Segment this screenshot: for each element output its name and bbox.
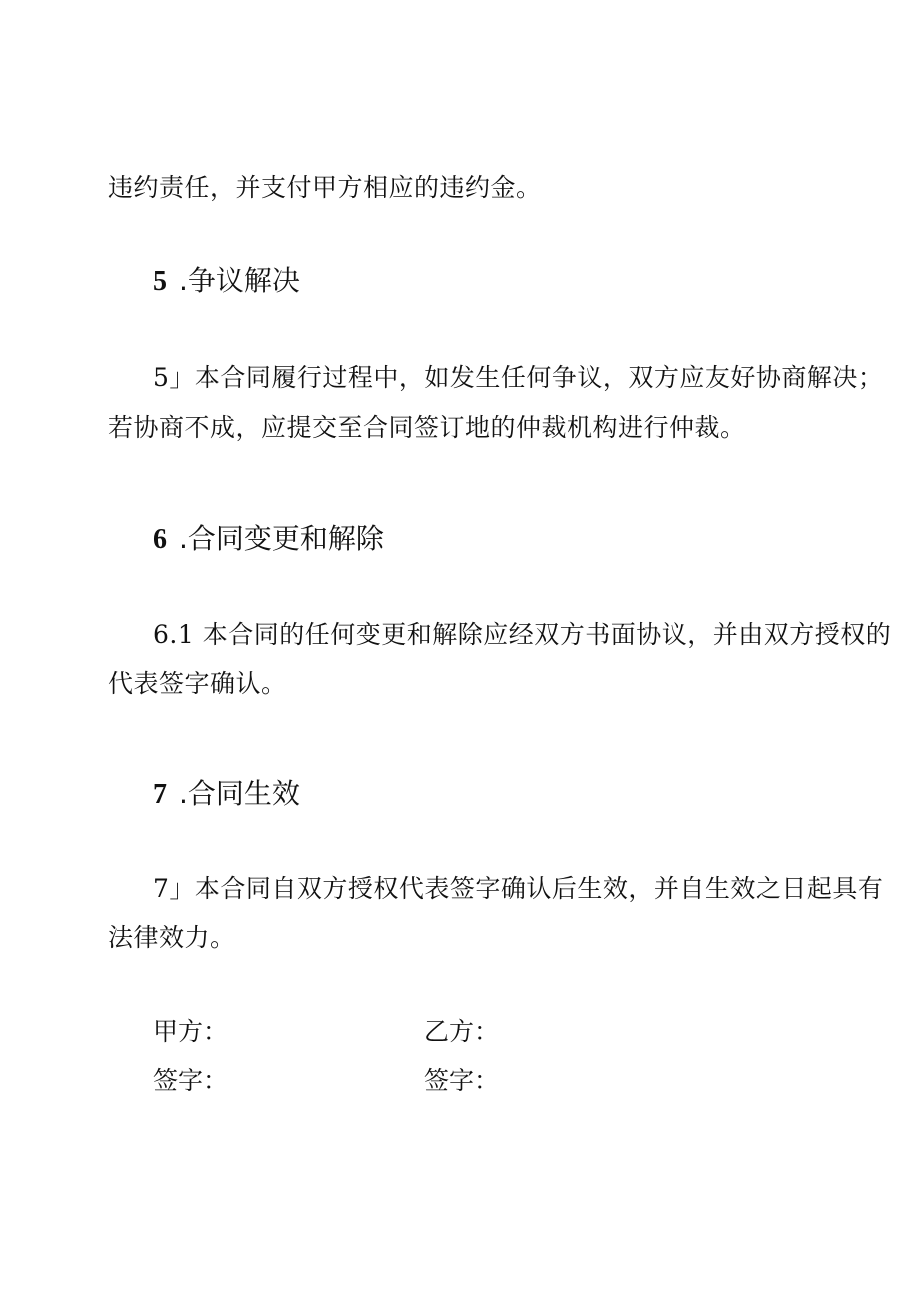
clause-5-1-line-1: 5」本合同履行过程中，如发生任何争议，双方应友好协商解决； <box>153 363 884 392</box>
section-heading-6 <box>153 521 384 558</box>
party-a-signature-label: 签字： <box>153 1066 229 1095</box>
section-heading-7 <box>153 776 300 813</box>
section-title: .争议解决 <box>179 264 300 297</box>
party-b-label: 乙方： <box>424 1017 500 1046</box>
clause-6-1-line-1: 6.1 本合同的任何变更和解除应经双方书面协议，并由双方授权的 <box>153 620 892 649</box>
party-a-label: 甲方： <box>153 1017 229 1046</box>
section-title: .合同生效 <box>179 777 300 810</box>
clause-6-1-line-2: 代表签字确认。 <box>108 669 287 698</box>
section-number: 6 <box>153 524 167 555</box>
clause-7-1-line-2: 法律效力。 <box>108 923 236 952</box>
section-number: 5 <box>153 266 167 297</box>
section-title: .合同变更和解除 <box>179 522 384 555</box>
clause-7-1-line-1: 7」本合同自双方授权代表签字确认后生效，并自生效之日起具有 <box>153 874 884 903</box>
section-heading-5 <box>153 263 300 300</box>
clause-5-1-line-2: 若协商不成，应提交至合同签订地的仲裁机构进行仲裁。 <box>108 413 746 442</box>
section-number: 7 <box>153 779 167 810</box>
party-b-signature-label: 签字： <box>424 1066 500 1095</box>
paragraph-tail: 违约责任，并支付甲方相应的违约金。 <box>108 173 542 202</box>
